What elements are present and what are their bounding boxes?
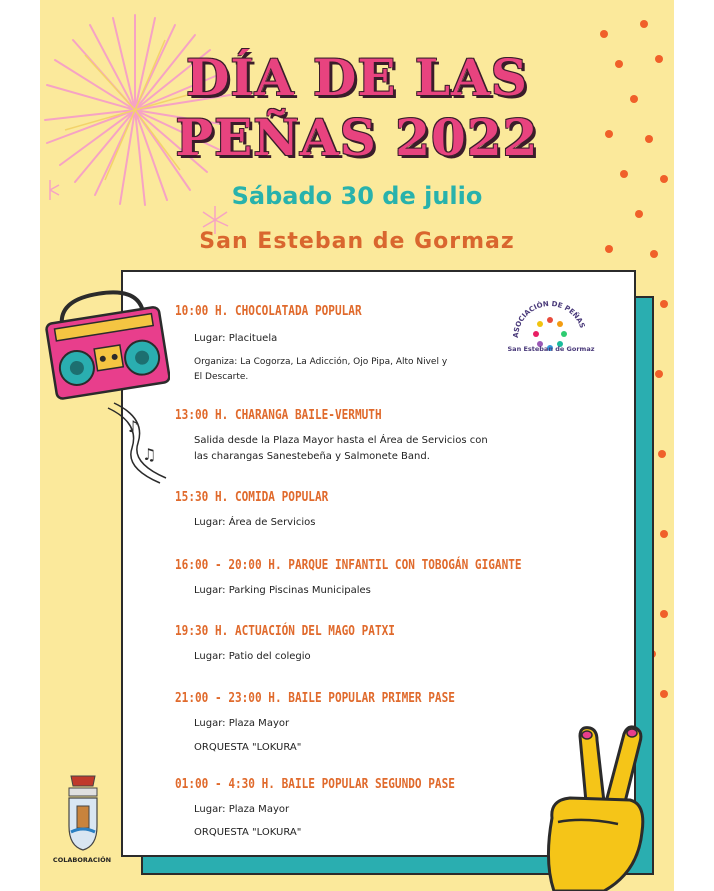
event-title: 10:00 H. CHOCOLATADA POPULAR [175,303,362,319]
event-detail: ORQUESTA "LOKURA" [194,827,302,838]
event-detail: Lugar: Plaza Mayor [194,804,290,815]
logo-arc-text: ASOCIACIÓN DE PEÑAS [511,299,587,339]
event-title: 13:00 H. CHARANGA BAILE-VERMUTH [175,407,382,423]
event-detail: las charangas Sanestebeña y Salmonete Band. [194,451,430,462]
event-title: 21:00 - 23:00 H. BAILE POPULAR PRIMER PASE [175,690,455,706]
event-detail: Lugar: Plaza Mayor [194,718,290,729]
event-detail: El Descarte. [194,372,249,382]
event-detail: Lugar: Área de Servicios [194,517,316,528]
polka-dot [600,30,608,38]
event-detail: Lugar: Parking Piscinas Municipales [194,585,371,596]
title-line-1: DÍA DE LAS [186,48,528,107]
title-line-2: PEÑAS 2022 [175,108,539,167]
polka-dot [658,450,666,458]
peace-hand-icon [534,722,654,891]
event-title: 01:00 - 4:30 H. BAILE POPULAR SEGUNDO PASE [175,776,455,792]
polka-dot [660,610,668,618]
town-name: San Esteban de Gormaz [199,229,515,254]
polka-dot [660,300,668,308]
event-detail: ORQUESTA "LOKURA" [194,742,302,753]
event-detail: Organiza: La Cogorza, La Adicción, Ojo Pipa, Alto Nivel y [194,357,448,367]
svg-text:♪: ♪ [128,417,139,436]
event-date: Sábado 30 de julio [231,182,483,210]
collaboration-label: COLABORACIÓN [52,856,112,864]
polka-dot [660,530,668,538]
town-crest-icon [65,770,101,852]
polka-dot [640,20,648,28]
event-title: 16:00 - 20:00 H. PARQUE INFANTIL CON TOBOGÁN GIGANTE [175,557,522,573]
event-detail: Lugar: Patio del colegio [194,651,311,662]
polka-dot [635,210,643,218]
boombox-icon [44,287,170,405]
polka-dot [620,170,628,178]
logo-caption: San Esteban de Gormaz [507,345,595,353]
association-logo-icon [504,290,596,368]
event-detail: Lugar: Placituela [194,333,278,344]
event-title: 15:30 H. COMIDA POPULAR [175,489,329,505]
music-notes-icon [100,398,180,488]
polka-dot [660,690,668,698]
poster [40,0,674,891]
event-title: 19:30 H. ACTUACIÓN DEL MAGO PATXI [175,623,395,639]
event-detail: Salida desde la Plaza Mayor hasta el Área de Servicios con [194,435,488,446]
svg-text:♫: ♫ [142,445,157,464]
polka-dot [655,370,663,378]
